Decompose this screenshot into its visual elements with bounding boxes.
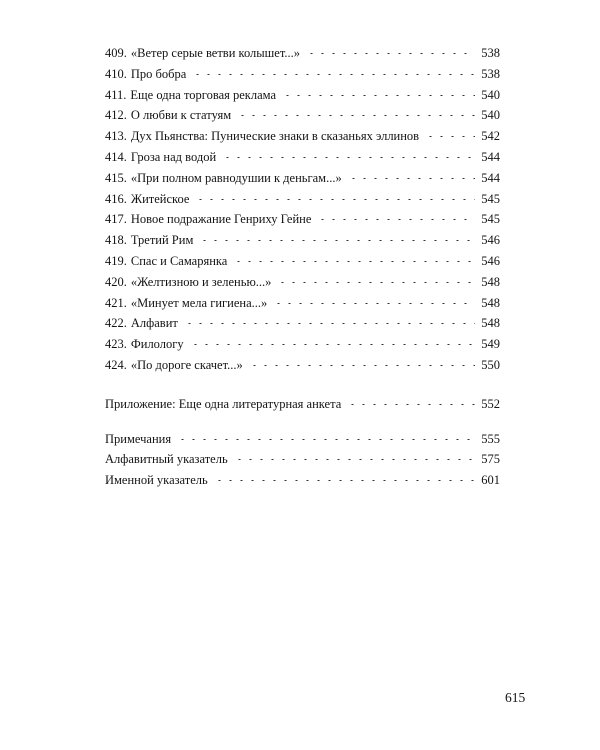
toc-entry: [105, 189, 500, 210]
dot-leader: [190, 344, 476, 345]
dot-leader: [277, 282, 475, 283]
entry-number: 418.: [105, 233, 127, 248]
entry-title: «При полном равнодушии к деньгам...»: [130, 170, 342, 185]
entry-number: 409.: [105, 46, 127, 60]
section-gap: [105, 415, 500, 429]
entry-title: Житейское: [130, 191, 190, 206]
entry-number: 413.: [105, 129, 127, 144]
toc-entry: [105, 43, 500, 64]
toc-entry: [105, 313, 500, 334]
back-matter-page: 555: [481, 431, 500, 446]
entry-title: «Желтизною и зеленью...»: [130, 274, 272, 289]
entry-title: О любви к статуям: [130, 108, 232, 123]
toc-entry: [105, 209, 500, 230]
toc-entry: [105, 147, 500, 168]
dot-leader: [233, 261, 475, 262]
entry-title: Про бобра: [130, 66, 187, 81]
entry-page: 538: [481, 66, 500, 81]
entry-number: 415.: [105, 170, 127, 185]
entry-page: 544: [481, 170, 500, 185]
appendix-title: Приложение: Еще одна литературная анкета: [105, 396, 342, 411]
entry-number: 422.: [105, 316, 127, 331]
dot-leader: [177, 439, 475, 440]
toc-entry: [105, 293, 500, 314]
entry-title: Дух Пьянства: Пунические знаки в сказаньях эллинов: [130, 129, 420, 144]
entry-title: Гроза над водой: [130, 149, 217, 164]
toc-entry: [105, 168, 500, 189]
entry-page: 548: [481, 316, 500, 331]
dot-leader: [195, 199, 475, 200]
toc-entry: [105, 334, 500, 355]
entry-number: 419.: [105, 253, 127, 268]
entry-page: 544: [481, 149, 500, 164]
entry-page: 546: [481, 253, 500, 268]
entry-number: 412.: [105, 108, 127, 123]
dot-leader: [199, 240, 475, 241]
entry-number: 421.: [105, 295, 127, 310]
dot-leader: [237, 115, 475, 116]
entry-title: Спас и Самарянка: [130, 253, 228, 268]
dot-leader: [214, 480, 476, 481]
entry-page: 540: [481, 108, 500, 123]
back-matter-page: 575: [481, 452, 500, 467]
table-of-contents: [105, 43, 500, 491]
entry-page: 545: [481, 191, 500, 206]
dot-leader: [306, 53, 475, 54]
entry-page: 548: [481, 295, 500, 310]
entry-page: 548: [481, 274, 500, 289]
dot-leader: [282, 95, 475, 96]
toc-entry: [105, 105, 500, 126]
entry-number: 423.: [105, 337, 127, 352]
entry-number: 424.: [105, 357, 127, 372]
dot-leader: [234, 459, 476, 460]
entry-number: 414.: [105, 149, 127, 164]
entry-page: 545: [481, 212, 500, 227]
entry-page: 538: [481, 46, 500, 60]
dot-leader: [347, 404, 475, 405]
back-matter-title: Примечания: [105, 431, 172, 446]
section-gap: [105, 376, 500, 394]
back-matter-title: Именной указатель: [105, 473, 208, 488]
toc-entry: [105, 64, 500, 85]
appendix-page: 552: [481, 396, 500, 411]
toc-entry: [105, 85, 500, 106]
toc-entry: [105, 251, 500, 272]
entry-page: 542: [481, 129, 500, 144]
dot-leader: [184, 323, 475, 324]
toc-back-matter: [105, 429, 500, 450]
dot-leader: [317, 219, 475, 220]
dot-leader: [222, 157, 475, 158]
toc-entry: [105, 355, 500, 376]
dot-leader: [249, 365, 476, 366]
entry-number: 410.: [105, 66, 127, 81]
entry-page: 546: [481, 233, 500, 248]
toc-entry: [105, 230, 500, 251]
toc-entry: [105, 272, 500, 293]
dot-leader: [425, 136, 475, 137]
entry-number: 417.: [105, 212, 127, 227]
back-matter-page: 601: [481, 473, 500, 488]
page-number: 615: [505, 690, 526, 705]
entry-number: 420.: [105, 274, 127, 289]
toc-appendix: [105, 394, 500, 415]
entry-page: 550: [481, 357, 500, 372]
entry-title: Филологу: [130, 337, 184, 352]
entry-number: 411.: [105, 87, 127, 102]
dot-leader: [273, 303, 475, 304]
toc-back-matter: [105, 449, 500, 470]
entry-title: «Ветер серые ветви колышет...»: [130, 46, 301, 60]
entry-page: 540: [481, 87, 500, 102]
dot-leader: [348, 178, 476, 179]
entry-title: Новое подражание Генриху Гейне: [130, 212, 312, 227]
toc-entry: [105, 126, 500, 147]
back-matter-title: Алфавитный указатель: [105, 452, 228, 467]
entry-title: Алфавит: [130, 316, 178, 331]
entry-title: «По дороге скачет...»: [130, 357, 243, 372]
entry-title: «Минует мела гигиена...»: [130, 295, 268, 310]
entry-number: 416.: [105, 191, 127, 206]
entry-title: Еще одна торговая реклама: [130, 87, 277, 102]
entry-title: Третий Рим: [130, 233, 194, 248]
toc-back-matter: [105, 470, 500, 491]
dot-leader: [192, 74, 475, 75]
entry-page: 549: [481, 337, 500, 352]
